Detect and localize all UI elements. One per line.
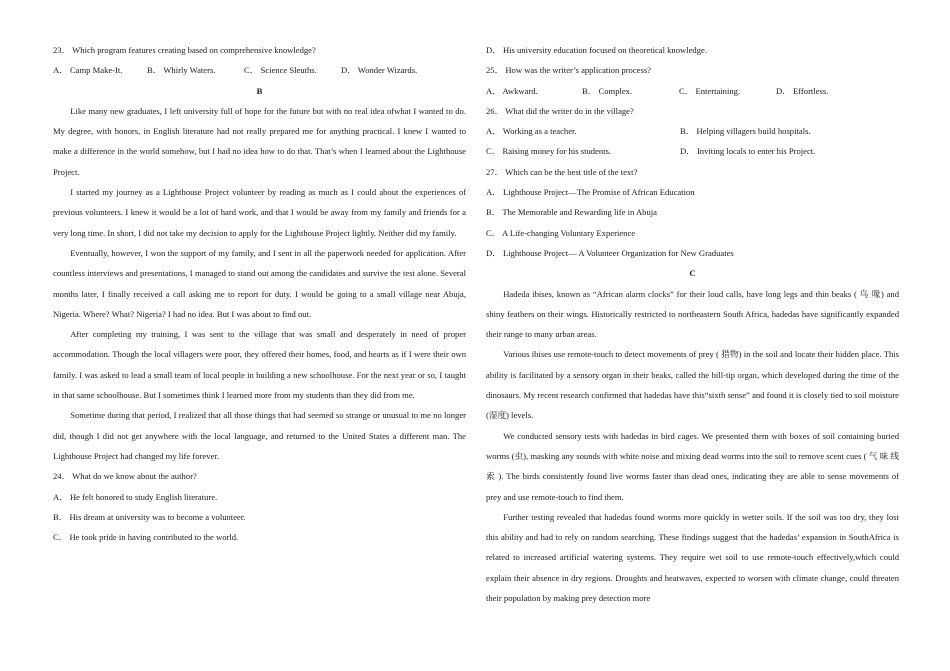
question-23-options — [53, 60, 466, 80]
q23-option-a: A． Camp Make-It. — [53, 65, 123, 76]
q26-option-b: B． Helping villagers build hospitals. — [680, 126, 811, 137]
question-27-stem: 27． Which can be the best title of the text? — [486, 166, 638, 177]
passage-c-paragraph-1: Hadeda ibises, known as “African alarm clocks” for their loud calls, have long legs and thin beaks ( 鸟 喙) and shiny feathers on their wings. Historically restricted to northeastern South Africa, hadedas have significantly expanded their range to many urban areas. — [486, 288, 899, 340]
section-b-heading: B — [256, 85, 263, 96]
passage-b-paragraph-3: Eventually, however, I won the support of my family, and I sent in all the paperwork needed for application. After countless interviews and presentations, I managed to stand out among the candidates and survive the test alone. Several months later, I finally received a call asking me to report for duty. I would be going to a small village near Abuja, Nigeria. Where? What? Nigeria? I had no idea. But I was about to find out. — [53, 247, 466, 319]
q26-option-d: D． Inviting locals to enter his Project. — [680, 146, 816, 157]
question-26-options-row-1 — [486, 121, 899, 141]
passage-c-paragraph-4: Further testing revealed that hadedas found worms more quickly in wetter soils. If the soil was too dry, they lost this ability and had to rely on random searching. These findings suggest that the hadedas’ expansion in SouthAfrica is related to increased artificial watering systems. They require wet soil to use remote-touch effectively,which could explain their absence in dry regions. Droughts and heatwaves, expected to worsen with climate change, could threaten their population by making prey detection more — [486, 511, 899, 604]
q27-option-b: B． The Memorable and Rewarding life in Abuja — [486, 207, 657, 218]
question-24-stem: 24． What do we know about the author? — [53, 471, 197, 482]
q23-option-d: D． Wonder Wizards. — [341, 65, 418, 76]
passage-b-paragraph-1: Like many new graduates, I left university full of hope for the future but with no real idea ofwhat I wanted to do. My degree, with honors, in English literature had not really prepared me for anything practical. I knew I wanted to make a difference in the world somehow, but I had no idea how to do that. That’s when I learned about the Lighthouse Project. — [53, 105, 466, 177]
passage-b-paragraph-5: Sometime during that period, I realized that all those things that had seemed so strange or unusual to me no longer did, though I did not get anywhere with the local language, and returned to the United States a different man. The Lighthouse Project had changed my life forever. — [53, 410, 466, 461]
q25-option-a: A． Awkward. — [486, 85, 538, 96]
right-column — [486, 40, 899, 608]
left-column — [53, 40, 466, 547]
section-c-heading: C — [689, 268, 696, 279]
q26-option-c: C． Raising money for his students. — [486, 146, 612, 157]
passage-b-paragraph-2: I started my journey as a Lighthouse Project volunteer by reading as much as I could about the experiences of previous volunteers. I knew it would be a lot of hard work, and that I would be away from my family and friends for a very long time. In short, I did not take my decision to apply for the Lighthouse Project lightly. Neither did my family. — [53, 187, 466, 238]
q25-option-d: D． Effortless. — [776, 85, 829, 96]
question-26-options-row-2 — [486, 141, 899, 161]
q24-option-b: B． His dream at university was to become a volunteer. — [53, 511, 246, 522]
question-26-stem: 26． What did the writer do in the village? — [486, 105, 634, 116]
question-25-options — [486, 81, 899, 101]
passage-b-paragraph-4: After completing my training, I was sent to the village that was small and desperately in need of proper accommodation. Though the local villagers were poor, they offered their homes, food, and hearts as if I were their own family. I was asked to lead a small team of local people in building a new schoolhouse. For the next year or so, I taught in that same schoolhouse. But I sometimes think I learned more from my students than they did from me. — [53, 329, 466, 401]
q23-option-c: C． Science Sleuths. — [244, 65, 317, 76]
passage-c-paragraph-2: Various ibises use remote-touch to detect movements of prey ( 猎物) in the soil and locate their hidden place. This ability is facilitated by a sensory organ in their beaks, called the bill-tip organ, which developed during the time of the dinosaurs. My recent research confirmed that hadedas have this“sixth sense” and found it is closely tied to soil moisture (湿度) levels. — [486, 349, 899, 421]
q27-option-a: A． Lighthouse Project—The Promise of African Education — [486, 187, 695, 198]
question-23-stem: 23． Which program features creating based on comprehensive knowledge? — [53, 45, 316, 55]
q24-option-d: D． His university education focused on theoretical knowledge. — [486, 45, 707, 55]
q25-option-c: C． Entertaining. — [679, 85, 741, 96]
q26-option-a: A． Working as a teacher. — [486, 126, 577, 137]
question-25-stem: 25． How was the writer’s application process? — [486, 65, 651, 76]
q23-option-b: B． Whirly Waters. — [147, 65, 216, 76]
q24-option-c: C． He took pride in having contributed to the world. — [53, 532, 239, 543]
q27-option-c: C． A Life-changing Voluntary Experience — [486, 227, 636, 238]
q27-option-d: D． Lighthouse Project— A Volunteer Organization for New Graduates — [486, 247, 734, 258]
q24-option-a: A． He felt honored to study English literature. — [53, 491, 218, 502]
passage-c-paragraph-3: We conducted sensory tests with hadedas in bird cages. We presented them with boxes of soil containing buried worms (虫), masking any sounds with white noise and mixing dead worms into the soil to remove scent cues ( 气 味 线 索 ). The birds consistently found live worms faster than dead ones, indicating they are able to sense movements of prey and use remote-touch to find them. — [486, 430, 899, 502]
q25-option-b: B． Complex. — [582, 85, 633, 96]
